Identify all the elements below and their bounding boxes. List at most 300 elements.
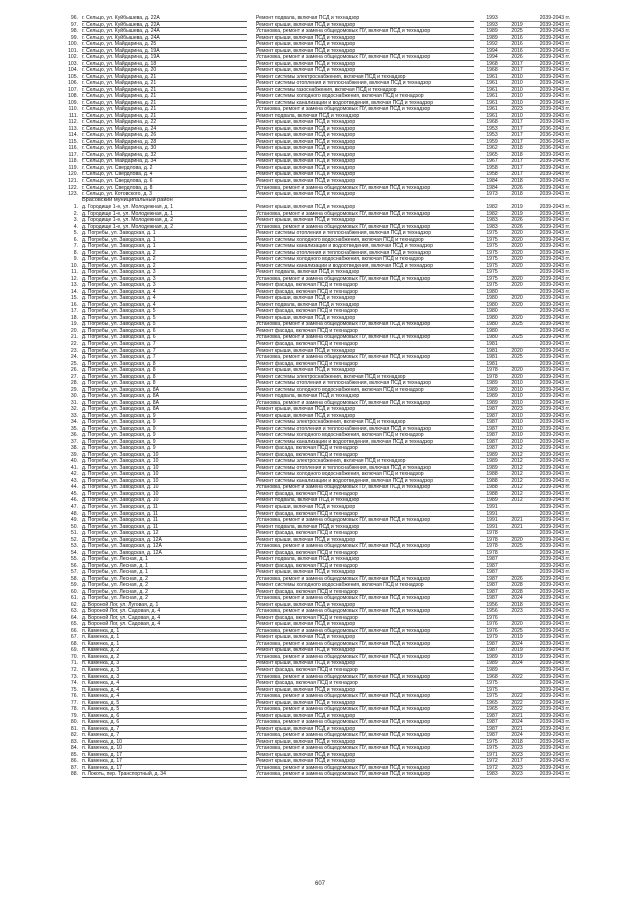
build-year-cell: 1971	[486, 751, 498, 758]
row-number: 19.	[70, 321, 78, 328]
build-year-cell: 1989	[486, 464, 498, 471]
row-number: 44.	[70, 484, 78, 491]
work-type-cell: Установка, ремонт и замена общедомовых ПУ, включая ПСД и технадзор	[256, 321, 431, 328]
address-cell: д. Погребы, ул. Заводская, д. 8А	[82, 386, 160, 393]
row-number: 72.	[70, 667, 78, 673]
row-number: 119.	[68, 164, 78, 171]
work-type-cell: Ремонт крыши, включая ПСД и технадзор	[256, 204, 356, 211]
table-row	[60, 282, 570, 288]
row-number: 42.	[70, 471, 78, 478]
last-repair-year-cell: 2017	[511, 138, 523, 145]
address-cell: д. Погребы, ул. Заводская, д. 10	[82, 490, 159, 497]
last-repair-year-cell: 2024	[511, 732, 523, 739]
work-type-cell: Ремонт крыши, включая ПСД и технадзор	[256, 738, 356, 745]
build-year-cell: 1975	[486, 745, 498, 752]
row-number: 68.	[70, 640, 78, 647]
work-type-cell: Ремонт фасада, включая ПСД и технадзор	[256, 490, 358, 497]
table-row	[60, 765, 570, 771]
planned-period-cell: 2039-2043 гг.	[539, 510, 570, 517]
build-year-cell: 1983	[486, 771, 498, 778]
table-row	[60, 165, 570, 171]
table-row	[60, 426, 570, 432]
planned-period-cell: 2039-2043 гг.	[539, 282, 570, 289]
address-cell: д. Погребы, ул. Заводская, д. 6	[82, 334, 156, 341]
row-number: 78.	[70, 706, 78, 713]
table-row	[60, 171, 570, 177]
table-row	[60, 478, 570, 484]
planned-period-cell: 2039-2043 гг.	[539, 386, 570, 393]
planned-period-cell: 2039-2043 гг.	[539, 549, 570, 556]
row-number: 123.	[68, 191, 78, 198]
table-row	[60, 634, 570, 640]
address-cell: д. Погребы, ул. Заводская, д. 3	[82, 269, 156, 276]
table-row	[60, 504, 570, 510]
last-repair-year-cell: 2026	[511, 223, 523, 230]
address-cell: г. Сельцо, ул. Свердлова, д. 4	[82, 171, 153, 178]
table-row	[60, 380, 570, 386]
address-cell: д. Погребы, ул. Заводская, д. 10	[82, 458, 159, 465]
planned-period-cell: 2039-2043 гг.	[539, 73, 570, 80]
build-year-cell: 1987	[486, 582, 498, 589]
address-cell: п. Каменка, д. 6	[82, 719, 120, 726]
planned-period-cell: 2039-2043 гг.	[539, 47, 570, 54]
last-repair-year-cell: 2010	[511, 112, 523, 119]
build-year-cell: 1975	[486, 256, 498, 263]
build-year-cell: 1975	[486, 230, 498, 237]
address-cell: п. Каменка, д. 17	[82, 751, 123, 758]
build-year-cell: 1989	[486, 660, 498, 667]
address-cell: г. Сельцо, ул. Майдарина, д. 32	[82, 151, 157, 158]
row-number: 37.	[70, 438, 78, 445]
build-year-cell: 1981	[486, 354, 498, 361]
build-year-cell: 1989	[486, 386, 498, 393]
planned-period-cell: 2039-2043 гг.	[539, 484, 570, 491]
address-cell: д. Погребы, ул. Заводская, д. 3	[82, 275, 156, 282]
row-number: 62.	[70, 601, 78, 608]
row-number: 98.	[70, 28, 78, 35]
address-cell: д. Вороной Лог, ул. Садовая, д. 4	[82, 614, 161, 621]
row-number: 121.	[68, 178, 78, 184]
table-row	[60, 771, 570, 777]
address-cell: д. Погребы, ул. Заводская, д. 4	[82, 295, 156, 302]
address-cell: г. Сельцо, ул. Куйбышева, д. 24А	[82, 28, 160, 35]
row-number: 56.	[70, 562, 78, 569]
last-repair-year-cell: 2019	[511, 21, 523, 28]
build-year-cell: 1980	[486, 301, 498, 308]
work-type-cell: Установка, ремонт и замена общедомовых ПУ, включая ПСД и технадзор	[256, 399, 431, 406]
address-cell: г. Сельцо, ул. Майдарина, д. 21	[82, 93, 157, 100]
address-cell: п. Каменка, д. 7	[82, 725, 120, 732]
last-repair-year-cell: 2017	[511, 125, 523, 132]
table-row	[60, 93, 570, 99]
last-repair-year-cell: 2020	[511, 243, 523, 250]
last-repair-year-cell: 2022	[511, 699, 523, 706]
address-cell: д. Погребы, ул. Лесная, д. 2	[82, 582, 149, 589]
build-year-cell: 1987	[486, 445, 498, 452]
last-repair-year-cell: 2010	[511, 80, 523, 87]
address-cell: п. Локоть, пер. Транспортный, д. 34	[82, 771, 166, 778]
row-number: 41.	[70, 464, 78, 471]
table-row	[60, 152, 570, 158]
work-type-cell: Ремонт системы электроснабжения, включая ПСД и технадзор	[256, 458, 406, 465]
planned-period-cell: 2039-2043 гг.	[539, 464, 570, 471]
last-repair-year-cell: 2012	[511, 464, 523, 471]
planned-period-cell: 2039-2043 гг.	[539, 393, 570, 400]
table-row	[60, 667, 570, 673]
table-row	[60, 243, 570, 249]
last-repair-year-cell: 2020	[511, 373, 523, 380]
address-cell: д. Погребы, ул. Заводская, д. 6	[82, 327, 156, 334]
build-year-cell: 1989	[486, 380, 498, 387]
planned-period-cell: 2039-2043 гг.	[539, 380, 570, 387]
last-repair-year-cell: 2025	[511, 334, 523, 341]
planned-period-cell: 2039-2043 гг.	[539, 673, 570, 680]
work-type-cell: Ремонт крыши, включая ПСД и технадзор	[256, 621, 356, 628]
table-row	[60, 641, 570, 647]
last-repair-year-cell: 2020	[511, 249, 523, 256]
address-cell: г. Сельцо, ул. Майдарина, д. 22	[82, 119, 157, 126]
build-year-cell: 1991	[486, 517, 498, 524]
table-row	[60, 302, 570, 308]
work-type-cell: Ремонт подвала, включая ПСД и технадзор	[256, 301, 360, 308]
table-row	[60, 530, 570, 536]
table-row	[60, 178, 570, 184]
work-type-cell: Установка, ремонт и замена общедомовых ПУ, включая ПСД и технадзор	[256, 673, 431, 680]
work-type-cell: Ремонт крыши, включая ПСД и технадзор	[256, 158, 356, 165]
planned-period-cell: 2039-2043 гг.	[539, 112, 570, 119]
build-year-cell: 1980	[486, 288, 498, 295]
table-row	[60, 328, 570, 334]
row-number: 87.	[70, 764, 78, 771]
work-type-cell: Ремонт крыши, включая ПСД и технадзор	[256, 725, 356, 732]
work-type-cell: Ремонт системы отопления и теплоснабжения, включая ПСД и технадзор	[256, 249, 432, 256]
address-cell: д. Погребы, ул. Заводская, д. 11	[82, 523, 159, 530]
planned-period-cell: 2039-2043 гг.	[539, 530, 570, 537]
address-cell: д. Погребы, ул. Заводская, д. 10	[82, 464, 159, 471]
build-year-cell: 1976	[486, 627, 498, 634]
work-type-cell: Установка, ремонт и замена общедомовых ПУ, включая ПСД и технадзор	[256, 354, 431, 361]
build-year-cell: 1981	[486, 360, 498, 367]
row-number: 110.	[68, 106, 78, 113]
row-number: 106.	[68, 80, 78, 87]
last-repair-year-cell: 2025	[511, 28, 523, 35]
work-type-cell: Ремонт крыши, включая ПСД и технадзор	[256, 171, 356, 178]
planned-period-cell: 2039-2043 гг.	[539, 360, 570, 367]
row-number: 25.	[70, 360, 78, 367]
last-repair-year-cell: 2017	[511, 132, 523, 139]
address-cell: д. Погребы, ул. Заводская, д. 8	[82, 380, 156, 387]
build-year-cell: 1988	[486, 471, 498, 478]
table-row	[60, 582, 570, 588]
build-year-cell: 1987	[486, 647, 498, 654]
planned-period-cell: 2039-2043 гг.	[539, 601, 570, 608]
work-type-cell: Ремонт крыши, включая ПСД и технадзор	[256, 60, 356, 67]
build-year-cell: 1984	[486, 178, 498, 184]
build-year-cell: 1961	[486, 93, 498, 100]
table-row	[60, 621, 570, 627]
last-repair-year-cell: 2019	[511, 204, 523, 211]
row-number: 15.	[70, 295, 78, 302]
work-type-cell: Ремонт фасада, включая ПСД и технадзор	[256, 667, 358, 673]
build-year-cell: 1961	[486, 80, 498, 87]
row-number: 29.	[70, 386, 78, 393]
row-number: 9.	[73, 256, 78, 263]
row-number: 23.	[70, 347, 78, 354]
row-number: 63.	[70, 608, 78, 615]
work-type-cell: Ремонт подвала, включая ПСД и технадзор	[256, 523, 360, 530]
address-cell: д. Погребы, ул. Лесная, д. 2	[82, 575, 149, 582]
row-number: 13.	[70, 282, 78, 289]
build-year-cell: 1992	[486, 41, 498, 48]
work-type-cell: Ремонт подвала, включая ПСД и технадзор	[256, 15, 360, 21]
last-repair-year-cell: 2020	[511, 295, 523, 302]
planned-period-cell: 2039-2043 гг.	[539, 204, 570, 211]
table-row	[60, 315, 570, 321]
planned-period-cell: 2039-2043 гг.	[539, 334, 570, 341]
build-year-cell: 1987	[486, 432, 498, 439]
work-type-cell: Ремонт подвала, включая ПСД и технадзор	[256, 112, 360, 119]
address-cell: д. Погребы, ул. Заводская, д. 12А	[82, 543, 162, 550]
address-cell: д. Погребы, ул. Заводская, д. 12А	[82, 536, 162, 543]
work-type-cell: Ремонт системы холодного водоснабжения, включая ПСД и технадзор	[256, 256, 424, 263]
table-row	[60, 647, 570, 653]
build-year-cell: 1991	[486, 504, 498, 510]
table-row	[60, 308, 570, 314]
row-number: 16.	[70, 301, 78, 308]
address-cell: д. Погребы, ул. Заводская, д. 2	[82, 249, 156, 256]
address-cell: г. Сельцо, ул. Котовского, д. 3	[82, 191, 152, 198]
last-repair-year-cell: 2021	[511, 523, 523, 530]
address-cell: д. Погребы, ул. Заводская, д. 9	[82, 445, 156, 452]
planned-period-cell: 2039-2043 гг.	[539, 732, 570, 739]
build-year-cell: 1989	[486, 667, 498, 673]
row-number: 18.	[70, 314, 78, 321]
address-cell: п. Каменка, д. 1	[82, 634, 120, 641]
table-row	[60, 237, 570, 243]
row-number: 99.	[70, 34, 78, 41]
address-cell: г. Сельцо, ул. Майдарина, д. 20	[82, 67, 157, 74]
build-year-cell: 1982	[486, 210, 498, 217]
planned-period-cell: 2039-2043 гг.	[539, 627, 570, 634]
address-cell: д. Погребы, ул. Заводская, д. 5	[82, 308, 156, 315]
planned-period-cell: 2039-2043 гг.	[539, 543, 570, 550]
row-number: 118.	[68, 158, 78, 165]
address-cell: д. Погребы, ул. Заводская, д. 9	[82, 419, 156, 426]
address-cell: п. Каменка, д. 4	[82, 693, 120, 700]
row-number: 22.	[70, 341, 78, 347]
work-type-cell: Ремонт крыши, включая ПСД и технадзор	[256, 751, 356, 758]
planned-period-cell: 2039-2043 гг.	[539, 327, 570, 334]
planned-period-cell: 2039-2043 гг.	[539, 667, 570, 673]
table-row	[60, 113, 570, 119]
last-repair-year-cell: 2020	[511, 275, 523, 282]
work-type-cell: Установка, ремонт и замена общедомовых ПУ, включая ПСД и технадзор	[256, 653, 431, 660]
row-number: 40.	[70, 458, 78, 465]
table-row	[60, 406, 570, 412]
table-row	[60, 367, 570, 373]
last-repair-year-cell: 2017	[511, 67, 523, 74]
build-year-cell: 1975	[486, 262, 498, 269]
row-number: 113.	[68, 125, 78, 132]
last-repair-year-cell: 2024	[511, 640, 523, 647]
row-number: 70.	[70, 653, 78, 660]
table-row	[60, 465, 570, 471]
row-number: 48.	[70, 510, 78, 517]
last-repair-year-cell: 2010	[511, 393, 523, 400]
address-cell: д. Погребы, ул. Заводская, д. 10	[82, 497, 159, 504]
planned-period-cell: 2039-2043 гг.	[539, 301, 570, 308]
table-row	[60, 589, 570, 595]
row-number: 71.	[70, 660, 78, 667]
table-row	[60, 22, 570, 28]
last-repair-year-cell: 2026	[511, 575, 523, 582]
last-repair-year-cell: 2021	[511, 712, 523, 719]
planned-period-cell: 2036-2043 гг.	[539, 125, 570, 132]
planned-period-cell: 2039-2043 гг.	[539, 21, 570, 28]
build-year-cell: 1987	[486, 640, 498, 647]
last-repair-year-cell: 2021	[511, 725, 523, 732]
work-type-cell: Установка, ремонт и замена общедомовых ПУ, включая ПСД и технадзор	[256, 106, 431, 113]
table-row	[60, 706, 570, 712]
build-year-cell: 1973	[486, 191, 498, 198]
build-year-cell: 1988	[486, 484, 498, 491]
table-row	[60, 432, 570, 438]
work-type-cell: Ремонт системы холодного водоснабжения, включая ПСД и технадзор	[256, 471, 424, 478]
address-cell: г. Сельцо, ул. Майдарина, д. 21	[82, 86, 157, 93]
row-number: 64.	[70, 614, 78, 621]
work-type-cell: Ремонт крыши, включая ПСД и технадзор	[256, 660, 356, 667]
last-repair-year-cell: 2019	[511, 634, 523, 641]
work-type-cell: Ремонт крыши, включая ПСД и технадзор	[256, 178, 356, 184]
table-row	[60, 54, 570, 60]
address-cell: п. Каменка, д. 17	[82, 764, 123, 771]
build-year-cell: 1987	[486, 562, 498, 569]
row-number: 35.	[70, 425, 78, 432]
address-cell: г. Сельцо, ул. Куйбышева, д. 24А	[82, 34, 160, 41]
address-cell: д. Погребы, ул. Заводская, д. 11	[82, 517, 159, 524]
row-number: 61.	[70, 595, 78, 602]
build-year-cell: 1987	[486, 595, 498, 602]
work-type-cell: Ремонт фасада, включая ПСД и технадзор	[256, 451, 358, 458]
build-year-cell: 1976	[486, 614, 498, 621]
last-repair-year-cell: 2026	[511, 184, 523, 191]
row-number: 80.	[70, 719, 78, 726]
last-repair-year-cell: 2018	[511, 191, 523, 198]
work-type-cell: Ремонт фасада, включая ПСД и технадзор	[256, 530, 358, 537]
address-cell: п. Каменка, д. 1	[82, 640, 120, 647]
planned-period-cell: 2039-2043 гг.	[539, 367, 570, 374]
planned-period-cell: 2039-2043 гг.	[539, 712, 570, 719]
row-number: 112.	[68, 119, 78, 126]
last-repair-year-cell: 2010	[511, 419, 523, 426]
planned-period-cell: 2039-2043 гг.	[539, 295, 570, 302]
table-row	[60, 608, 570, 614]
planned-period-cell: 2039-2043 гг.	[539, 288, 570, 295]
address-cell: д. Погребы, ул. Заводская, д. 8	[82, 373, 156, 380]
work-type-cell: Ремонт крыши, включая ПСД и технадзор	[256, 634, 356, 641]
table-row	[60, 491, 570, 497]
row-number: 114.	[68, 132, 78, 139]
work-type-cell: Ремонт системы холодного водоснабжения, включая ПСД и технадзор	[256, 386, 424, 393]
planned-period-cell: 2039-2043 гг.	[539, 536, 570, 543]
build-year-cell: 1968	[486, 673, 498, 680]
build-year-cell: 1978	[486, 367, 498, 374]
planned-period-cell: 2036-2043 гг.	[539, 132, 570, 139]
address-cell: д. Погребы, ул. Заводская, д. 10	[82, 471, 159, 478]
build-year-cell: 1980	[486, 327, 498, 334]
work-type-cell: Установка, ремонт и замена общедомовых ПУ, включая ПСД и технадзор	[256, 184, 431, 191]
work-type-cell: Ремонт крыши, включая ПСД и технадзор	[256, 412, 356, 419]
build-year-cell: 1981	[486, 347, 498, 354]
address-cell: п. Каменка, д. 5	[82, 706, 120, 713]
last-repair-year-cell: 2020	[511, 347, 523, 354]
planned-period-cell: 2039-2043 гг.	[539, 680, 570, 687]
row-number: 52.	[70, 536, 78, 543]
table-row	[60, 537, 570, 543]
work-type-cell: Установка, ремонт и замена общедомовых ПУ, включая ПСД и технадзор	[256, 693, 431, 700]
table-row	[60, 693, 570, 699]
work-type-cell: Установка, ремонт и замена общедомовых ПУ, включая ПСД и технадзор	[256, 54, 431, 61]
table-row	[60, 719, 570, 725]
table-row	[60, 263, 570, 269]
last-repair-year-cell: 2016	[511, 41, 523, 48]
work-type-cell: Ремонт крыши, включая ПСД и технадзор	[256, 758, 356, 765]
last-repair-year-cell: 2017	[511, 171, 523, 178]
planned-period-cell: 2039-2043 гг.	[539, 621, 570, 628]
build-year-cell: 1968	[486, 67, 498, 74]
row-number: 83.	[70, 738, 78, 745]
address-cell: д. Погребы, ул. Заводская, д. 8А	[82, 393, 160, 400]
row-number: 6.	[73, 236, 78, 243]
table-row	[60, 419, 570, 425]
last-repair-year-cell: 2010	[511, 438, 523, 445]
table-row	[60, 471, 570, 477]
work-type-cell: Ремонт крыши, включая ПСД и технадзор	[256, 145, 356, 152]
table-row	[60, 687, 570, 693]
build-year-cell: 1993	[486, 21, 498, 28]
work-type-cell: Ремонт крыши, включая ПСД и технадзор	[256, 132, 356, 139]
work-type-cell: Установка, ремонт и замена общедомовых ПУ, включая ПСД и технадзор	[256, 484, 431, 491]
planned-period-cell: 2039-2043 гг.	[539, 634, 570, 641]
row-number: 1.	[73, 204, 78, 211]
last-repair-year-cell: 2028	[511, 588, 523, 595]
row-number: 26.	[70, 367, 78, 374]
last-repair-year-cell: 2017	[511, 60, 523, 67]
last-repair-year-cell: 2012	[511, 490, 523, 497]
work-type-cell: Ремонт фасада, включая ПСД и технадзор	[256, 341, 358, 347]
table-row	[60, 61, 570, 67]
planned-period-cell: 2039-2043 гг.	[539, 764, 570, 771]
last-repair-year-cell: 2023	[511, 608, 523, 615]
work-type-cell: Ремонт подвала, включая ПСД и технадзор	[256, 497, 360, 504]
address-cell: п. Каменка, д. 10	[82, 745, 123, 752]
work-type-cell: Ремонт системы канализации и водоотведения, включая ПСД и технадзор	[256, 477, 434, 484]
work-type-cell: Ремонт системы канализации и водоотведения, включая ПСД и технадзор	[256, 243, 434, 250]
row-number: 86.	[70, 758, 78, 765]
row-number: 28.	[70, 380, 78, 387]
row-number: 7.	[73, 243, 78, 250]
address-cell: г. Сельцо, ул. Майдарина, д. 21	[82, 73, 157, 80]
row-number: 67.	[70, 634, 78, 641]
address-cell: г. Сельцо, ул. Куйбышева, д. 22А	[82, 15, 160, 21]
work-type-cell: Ремонт системы электроснабжения, включая ПСД и технадзор	[256, 373, 406, 380]
work-type-cell: Ремонт крыши, включая ПСД и технадзор	[256, 41, 356, 48]
build-year-cell: 1958	[486, 171, 498, 178]
build-year-cell: 1975	[486, 282, 498, 289]
address-cell: п. Каменка, д. 4	[82, 686, 120, 693]
table-row	[60, 524, 570, 530]
last-repair-year-cell: 2023	[511, 764, 523, 771]
